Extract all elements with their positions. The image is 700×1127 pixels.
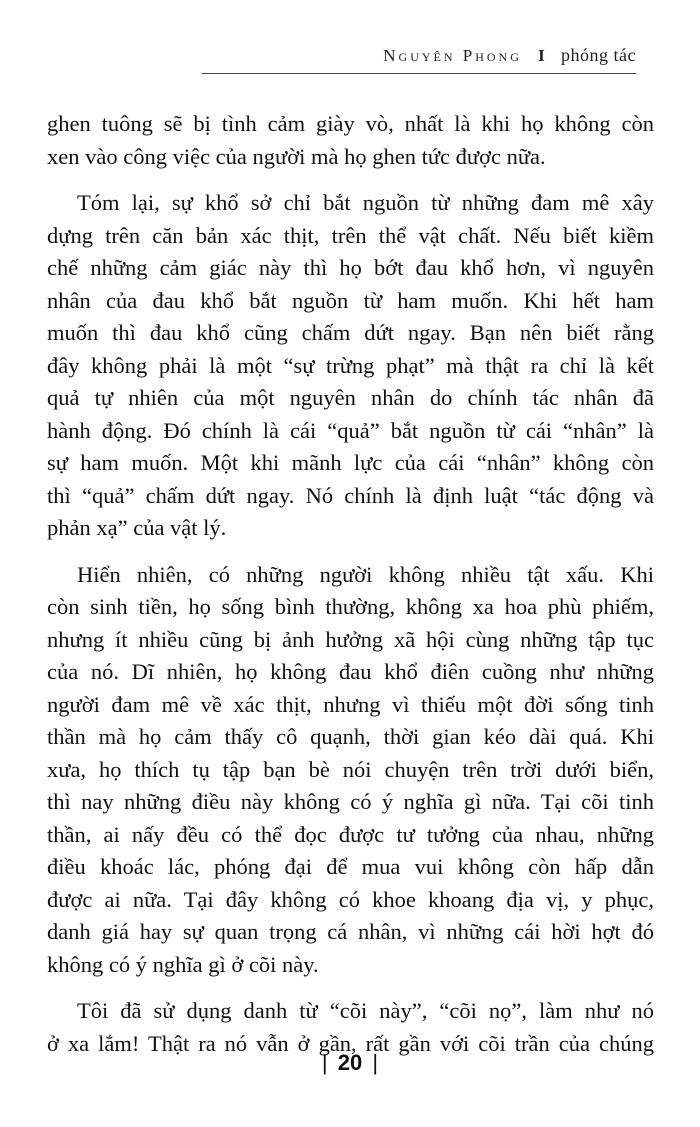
text-line: của nó. Dĩ nhiên, họ không đau khổ điên cuồng như những	[47, 659, 654, 684]
paragraph	[47, 187, 654, 545]
text-line: ở xa lắm! Thật ra nó vẫn ở gần, rất gần với cõi trần của chúng	[47, 1030, 654, 1056]
text-line: Tóm lại, sự khổ sở chỉ bắt nguồn từ những đam mê xây	[77, 190, 654, 215]
body-text	[47, 108, 654, 1074]
text-line: nhân của đau khổ bắt nguồn từ ham muốn. Khi hết ham	[47, 287, 654, 313]
text-line: được ai nữa. Tại đây không có khoe khoang địa vị, y phục,	[47, 886, 654, 912]
running-header	[0, 45, 636, 66]
paragraph	[47, 559, 654, 982]
text-line: điều khoác lác, phóng đại để mua vui không còn hấp dẫn	[47, 854, 654, 879]
text-line: danh giá hay sự quan trọng cá nhân, vì những cái hời hợt đó	[47, 919, 654, 944]
footer-bar-left: |	[321, 1050, 328, 1075]
text-line: Tôi đã sử dụng danh từ “cõi này”, “cõi nọ”, làm như nó	[77, 998, 654, 1023]
text-line: thì nay những điều này không có ý nghĩa gì nữa. Tại cõi tinh	[47, 789, 654, 814]
text-line: người đam mê về xác thịt, nhưng vì thiếu một đời sống tinh	[47, 691, 654, 717]
text-line: nhưng ít nhiều cũng bị ảnh hưởng xã hội cùng những tập tục	[47, 626, 654, 652]
text-line: thần mà họ cảm thấy cô quạnh, thời gian kéo dài quá. Khi	[47, 724, 654, 749]
text-line: không có ý nghĩa gì ở cõi này.	[47, 951, 319, 977]
text-line: sự ham muốn. Một khi mãnh lực của cái “nhân” không còn	[47, 450, 654, 475]
text-line: thì “quả” chấm dứt ngay. Nó chính là định luật “tác động và	[47, 482, 654, 508]
text-line: ghen tuông sẽ bị tình cảm giày vò, nhất là khi họ không còn	[47, 111, 654, 136]
text-line: quả tự nhiên của một nguyên nhân do chính tác nhân đã	[47, 385, 654, 410]
text-line: đây không phải là một “sự trừng phạt” mà thật ra chỉ là kết	[47, 352, 654, 378]
text-line: dựng trên căn bản xác thịt, trên thể vật chất. Nếu biết kiềm	[47, 222, 654, 248]
header-author: Nguyên Phong	[383, 46, 522, 65]
paragraph	[47, 108, 654, 173]
header-note: phóng tác	[561, 45, 636, 65]
text-line: xen vào công việc của người mà họ ghen tức được nữa.	[47, 143, 546, 169]
text-line: thần, ai nấy đều có thể đọc được tư tưởng của nhau, những	[47, 821, 654, 847]
text-line: còn sinh tiền, họ sống bình thường, không xa hoa phù phiếm,	[47, 594, 654, 619]
page-footer	[0, 1050, 700, 1076]
text-line: xưa, họ thích tụ tập bạn bè nói chuyện trên trời dưới biển,	[47, 756, 654, 782]
text-line: muốn thì đau khổ cũng chấm dứt ngay. Bạn nên biết rằng	[47, 320, 654, 345]
text-line: chế những cảm giác này thì họ bớt đau khổ hơn, vì nguyên	[47, 255, 654, 280]
header-rule	[202, 73, 636, 74]
text-line: phản xạ” của vật lý.	[47, 515, 227, 540]
text-line: Hiển nhiên, có những người không nhiều tật xấu. Khi	[77, 561, 654, 587]
text-line: hành động. Đó chính là cái “quả” bắt nguồn từ cái “nhân” là	[47, 417, 654, 443]
page-number: 20	[337, 1050, 363, 1075]
footer-bar-right: |	[372, 1050, 379, 1075]
header-separator: I	[538, 46, 545, 65]
